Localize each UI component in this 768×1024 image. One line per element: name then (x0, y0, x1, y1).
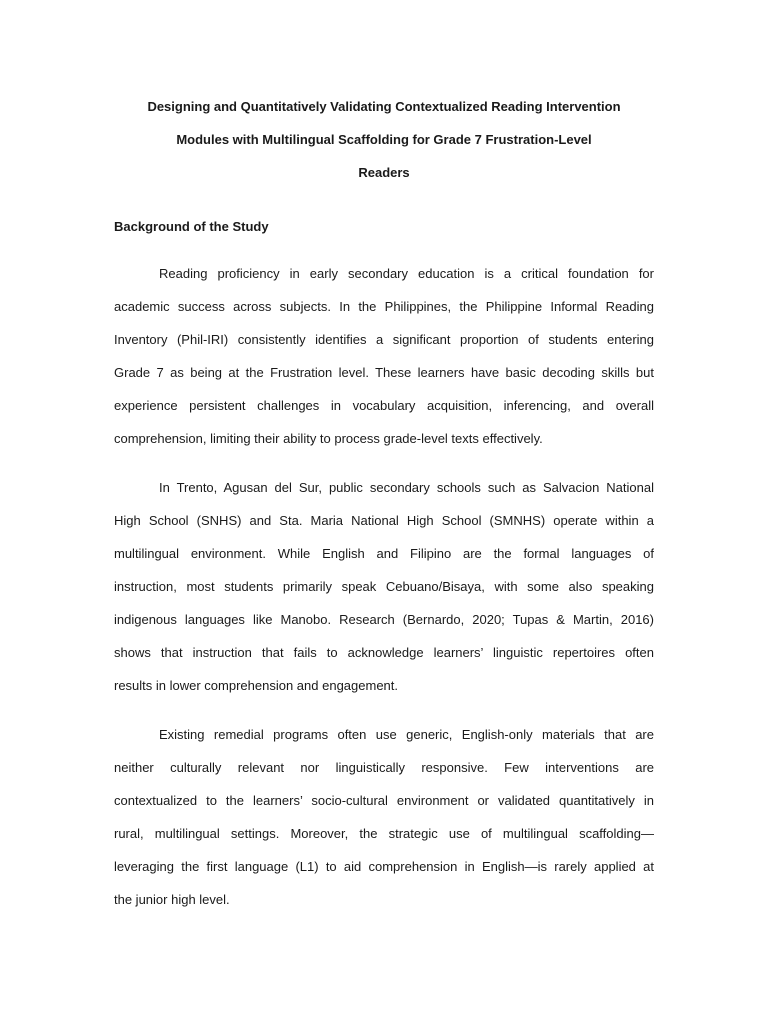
document-title (104, 90, 664, 189)
paragraph-line: experience persistent challenges in vocabulary acquisition, inferencing, and overall (114, 398, 654, 413)
paragraph-reading-proficiency (114, 257, 654, 455)
paragraph-line: comprehension, limiting their ability to process grade-level texts effectively. (114, 431, 543, 446)
paragraph-line: indigenous languages like Manobo. Research (Bernardo, 2020; Tupas & Martin, 2016) (114, 612, 654, 627)
paragraph-line: multilingual environment. While English and Filipino are the formal languages of (114, 546, 654, 561)
paragraph-line: rural, multilingual settings. Moreover, the strategic use of multilingual scaffolding— (114, 826, 654, 841)
paragraph-remedial-programs (114, 718, 654, 916)
paragraph-line: High School (SNHS) and Sta. Maria National High School (SMNHS) operate within a (114, 513, 654, 528)
section-heading: Background of the Study (114, 219, 269, 234)
title-line: Designing and Quantitatively Validating Contextualized Reading Intervention (147, 99, 621, 114)
paragraph-trento-context (114, 471, 654, 702)
paragraph-line: leveraging the first language (L1) to aid comprehension in English—is rarely applied at (114, 859, 654, 874)
paragraph-line: neither culturally relevant nor linguistically responsive. Few interventions are (114, 760, 654, 775)
paragraph-line: shows that instruction that fails to acknowledge learners’ linguistic repertoires often (114, 645, 654, 660)
paragraph-line: instruction, most students primarily speak Cebuano/Bisaya, with some also speaking (114, 579, 654, 594)
paragraph-line: In Trento, Agusan del Sur, public secondary schools such as Salvacion National (159, 480, 654, 495)
paragraph-line: contextualized to the learners’ socio-cultural environment or validated quantitatively in (114, 793, 654, 808)
paragraph-line: Inventory (Phil-IRI) consistently identifies a significant proportion of students entering (114, 332, 654, 347)
title-line: Readers (358, 165, 410, 180)
paragraph-line: the junior high level. (114, 892, 230, 907)
paragraph-line: Grade 7 as being at the Frustration level. These learners have basic decoding skills but (114, 365, 654, 380)
paragraph-line: results in lower comprehension and engagement. (114, 678, 399, 693)
paragraph-line: Existing remedial programs often use generic, English-only materials that are (159, 727, 654, 742)
paragraph-line: academic success across subjects. In the Philippines, the Philippine Informal Reading (114, 299, 654, 314)
title-line: Modules with Multilingual Scaffolding for Grade 7 Frustration-Level (176, 132, 592, 147)
paragraph-line: Reading proficiency in early secondary education is a critical foundation for (159, 266, 654, 281)
